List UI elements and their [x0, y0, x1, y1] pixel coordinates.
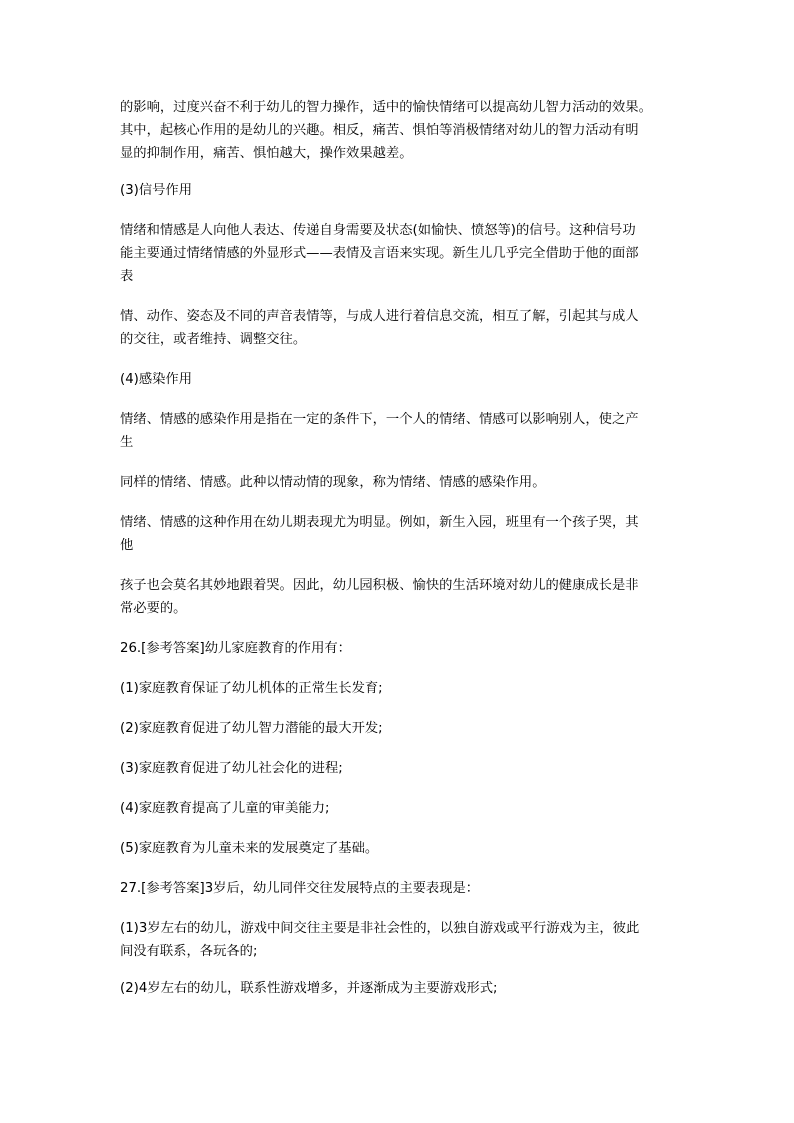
text-line: 同样的情绪、情感。此种以情动情的现象，称为情绪、情感的感染作用。 — [120, 475, 546, 490]
document-page — [120, 96, 680, 1000]
list-item: (2)4岁左右的幼儿，联系性游戏增多，并逐渐成为主要游戏形式; — [120, 981, 498, 996]
text-line: 的交往，或者维持、调整交往。 — [120, 332, 307, 347]
list-item: (5)家庭教育为儿童未来的发展奠定了基础。 — [120, 841, 379, 856]
text-line: 他 — [120, 538, 134, 553]
list-item: (3)家庭教育促进了幼儿社会化的进程; — [120, 761, 343, 776]
list-item: 间没有联系，各玩各的; — [120, 944, 258, 959]
list-item: (1)家庭教育保证了幼儿机体的正常生长发育; — [120, 681, 383, 696]
text-line: 情绪和情感是人向他人表达、传递自身需要及状态(如愉快、愤怒等)的信号。这种信号功 — [120, 223, 636, 238]
text-line: 表 — [120, 269, 134, 284]
text-line: 其中，起核心作用的是幼儿的兴趣。相反，痛苦、惧怕等消极情绪对幼儿的智力活动有明 — [120, 123, 639, 138]
text-line: 情绪、情感的感染作用是指在一定的条件下，一个人的情绪、情感可以影响别人，使之产 — [120, 412, 639, 427]
text-line: 生 — [120, 435, 134, 450]
answer-heading: 26.[参考答案]幼儿家庭教育的作用有： — [120, 641, 351, 656]
answer-heading: 27.[参考答案]3岁后，幼儿同伴交往发展特点的主要表现是： — [120, 881, 480, 896]
text-line: 情绪、情感的这种作用在幼儿期表现尤为明显。例如，新生入园，班里有一个孩子哭，其 — [120, 515, 639, 530]
section-heading: (3)信号作用 — [120, 183, 193, 198]
text-line: 常必要的。 — [120, 601, 187, 616]
list-item: (2)家庭教育促进了幼儿智力潜能的最大开发; — [120, 721, 383, 736]
text-line: 显的抑制作用，痛苦、惧怕越大，操作效果越差。 — [120, 146, 413, 161]
list-item: (1)3岁左右的幼儿，游戏中间交往主要是非社会性的，以独自游戏或平行游戏为主，彼此 — [120, 921, 640, 936]
list-item: (4)家庭教育提高了儿童的审美能力; — [120, 801, 330, 816]
text-line: 孩子也会莫名其妙地跟着哭。因此，幼儿园积极、愉快的生活环境对幼儿的健康成长是非 — [120, 578, 639, 593]
text-line: 能主要通过情绪情感的外显形式——表情及言语来实现。新生儿几乎完全借助于他的面部 — [120, 246, 639, 261]
text-line: 情、动作、姿态及不同的声音表情等，与成人进行着信息交流，相互了解，引起其与成人 — [120, 309, 639, 324]
text-line: 的影响，过度兴奋不利于幼儿的智力操作，适中的愉快情绪可以提高幼儿智力活动的效果。 — [120, 100, 652, 115]
section-heading: (4)感染作用 — [120, 372, 193, 387]
